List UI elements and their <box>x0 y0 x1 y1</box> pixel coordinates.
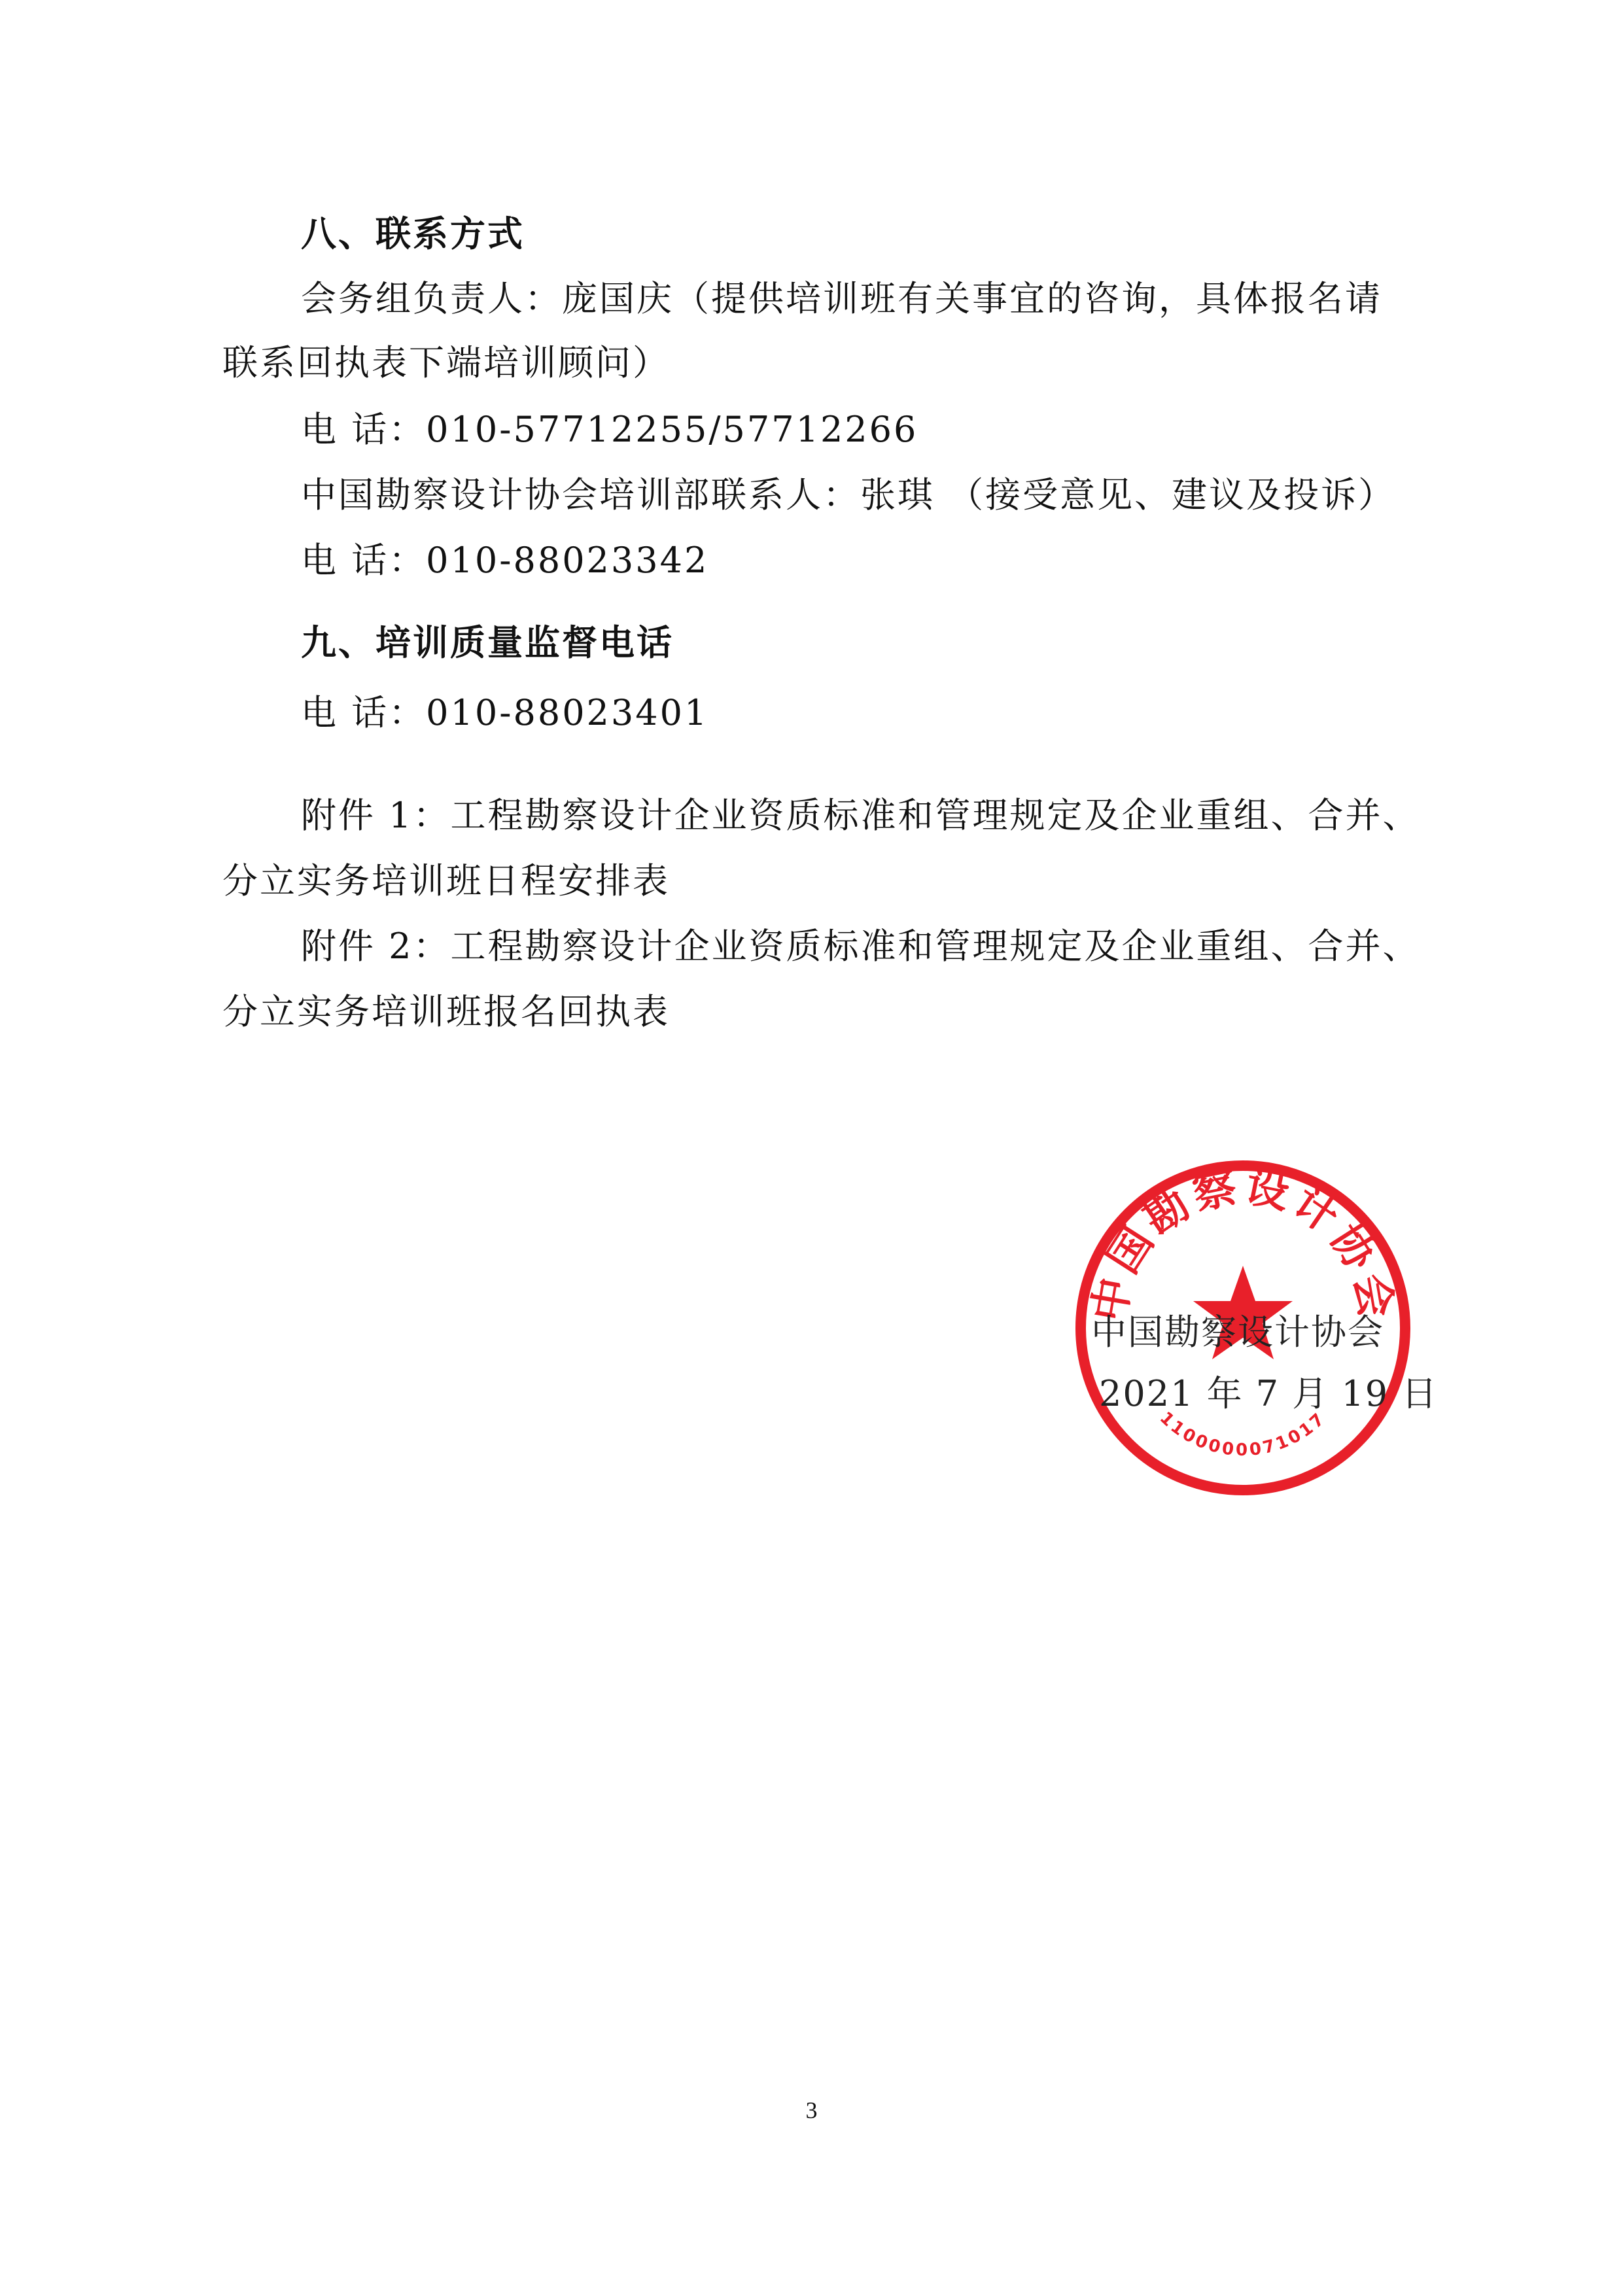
phone-line-1: 电 话：010-57712255/57712266 <box>301 409 918 450</box>
contact-person-line-cont: 联系回执表下端培训顾问） <box>222 342 670 383</box>
signature-date: 2021 年 7 月 19 日 <box>1099 1373 1439 1414</box>
attachment-1-line-cont: 分立实务培训班日程安排表 <box>222 860 670 901</box>
signature-organization: 中国勘察设计协会 <box>1091 1312 1384 1353</box>
phone-line-2: 电 话：010-88023342 <box>301 540 709 581</box>
attachment-2-line-cont: 分立实务培训班报名回执表 <box>222 991 670 1032</box>
seal-code-text: 1100000071017 <box>1155 1408 1331 1460</box>
training-dept-contact-line: 中国勘察设计协会培训部联系人：张琪 （接受意见、建议及投诉） <box>301 474 1396 515</box>
page-number: 3 <box>805 2097 818 2123</box>
supervision-phone-line: 电 话：010-88023401 <box>301 692 709 733</box>
section-9-heading: 九、培训质量监督电话 <box>301 621 674 663</box>
attachment-1-line: 附件 1：工程勘察设计企业资质标准和管理规定及企业重组、合并、 <box>301 795 1420 836</box>
contact-person-line: 会务组负责人：庞国庆（提供培训班有关事宜的咨询，具体报名请 <box>301 278 1382 319</box>
seal-arc-text: 中国勘察设计协会 <box>1083 1160 1403 1325</box>
attachment-2-line: 附件 2：工程勘察设计企业资质标准和管理规定及企业重组、合并、 <box>301 926 1420 967</box>
section-8-heading: 八、联系方式 <box>301 213 525 254</box>
